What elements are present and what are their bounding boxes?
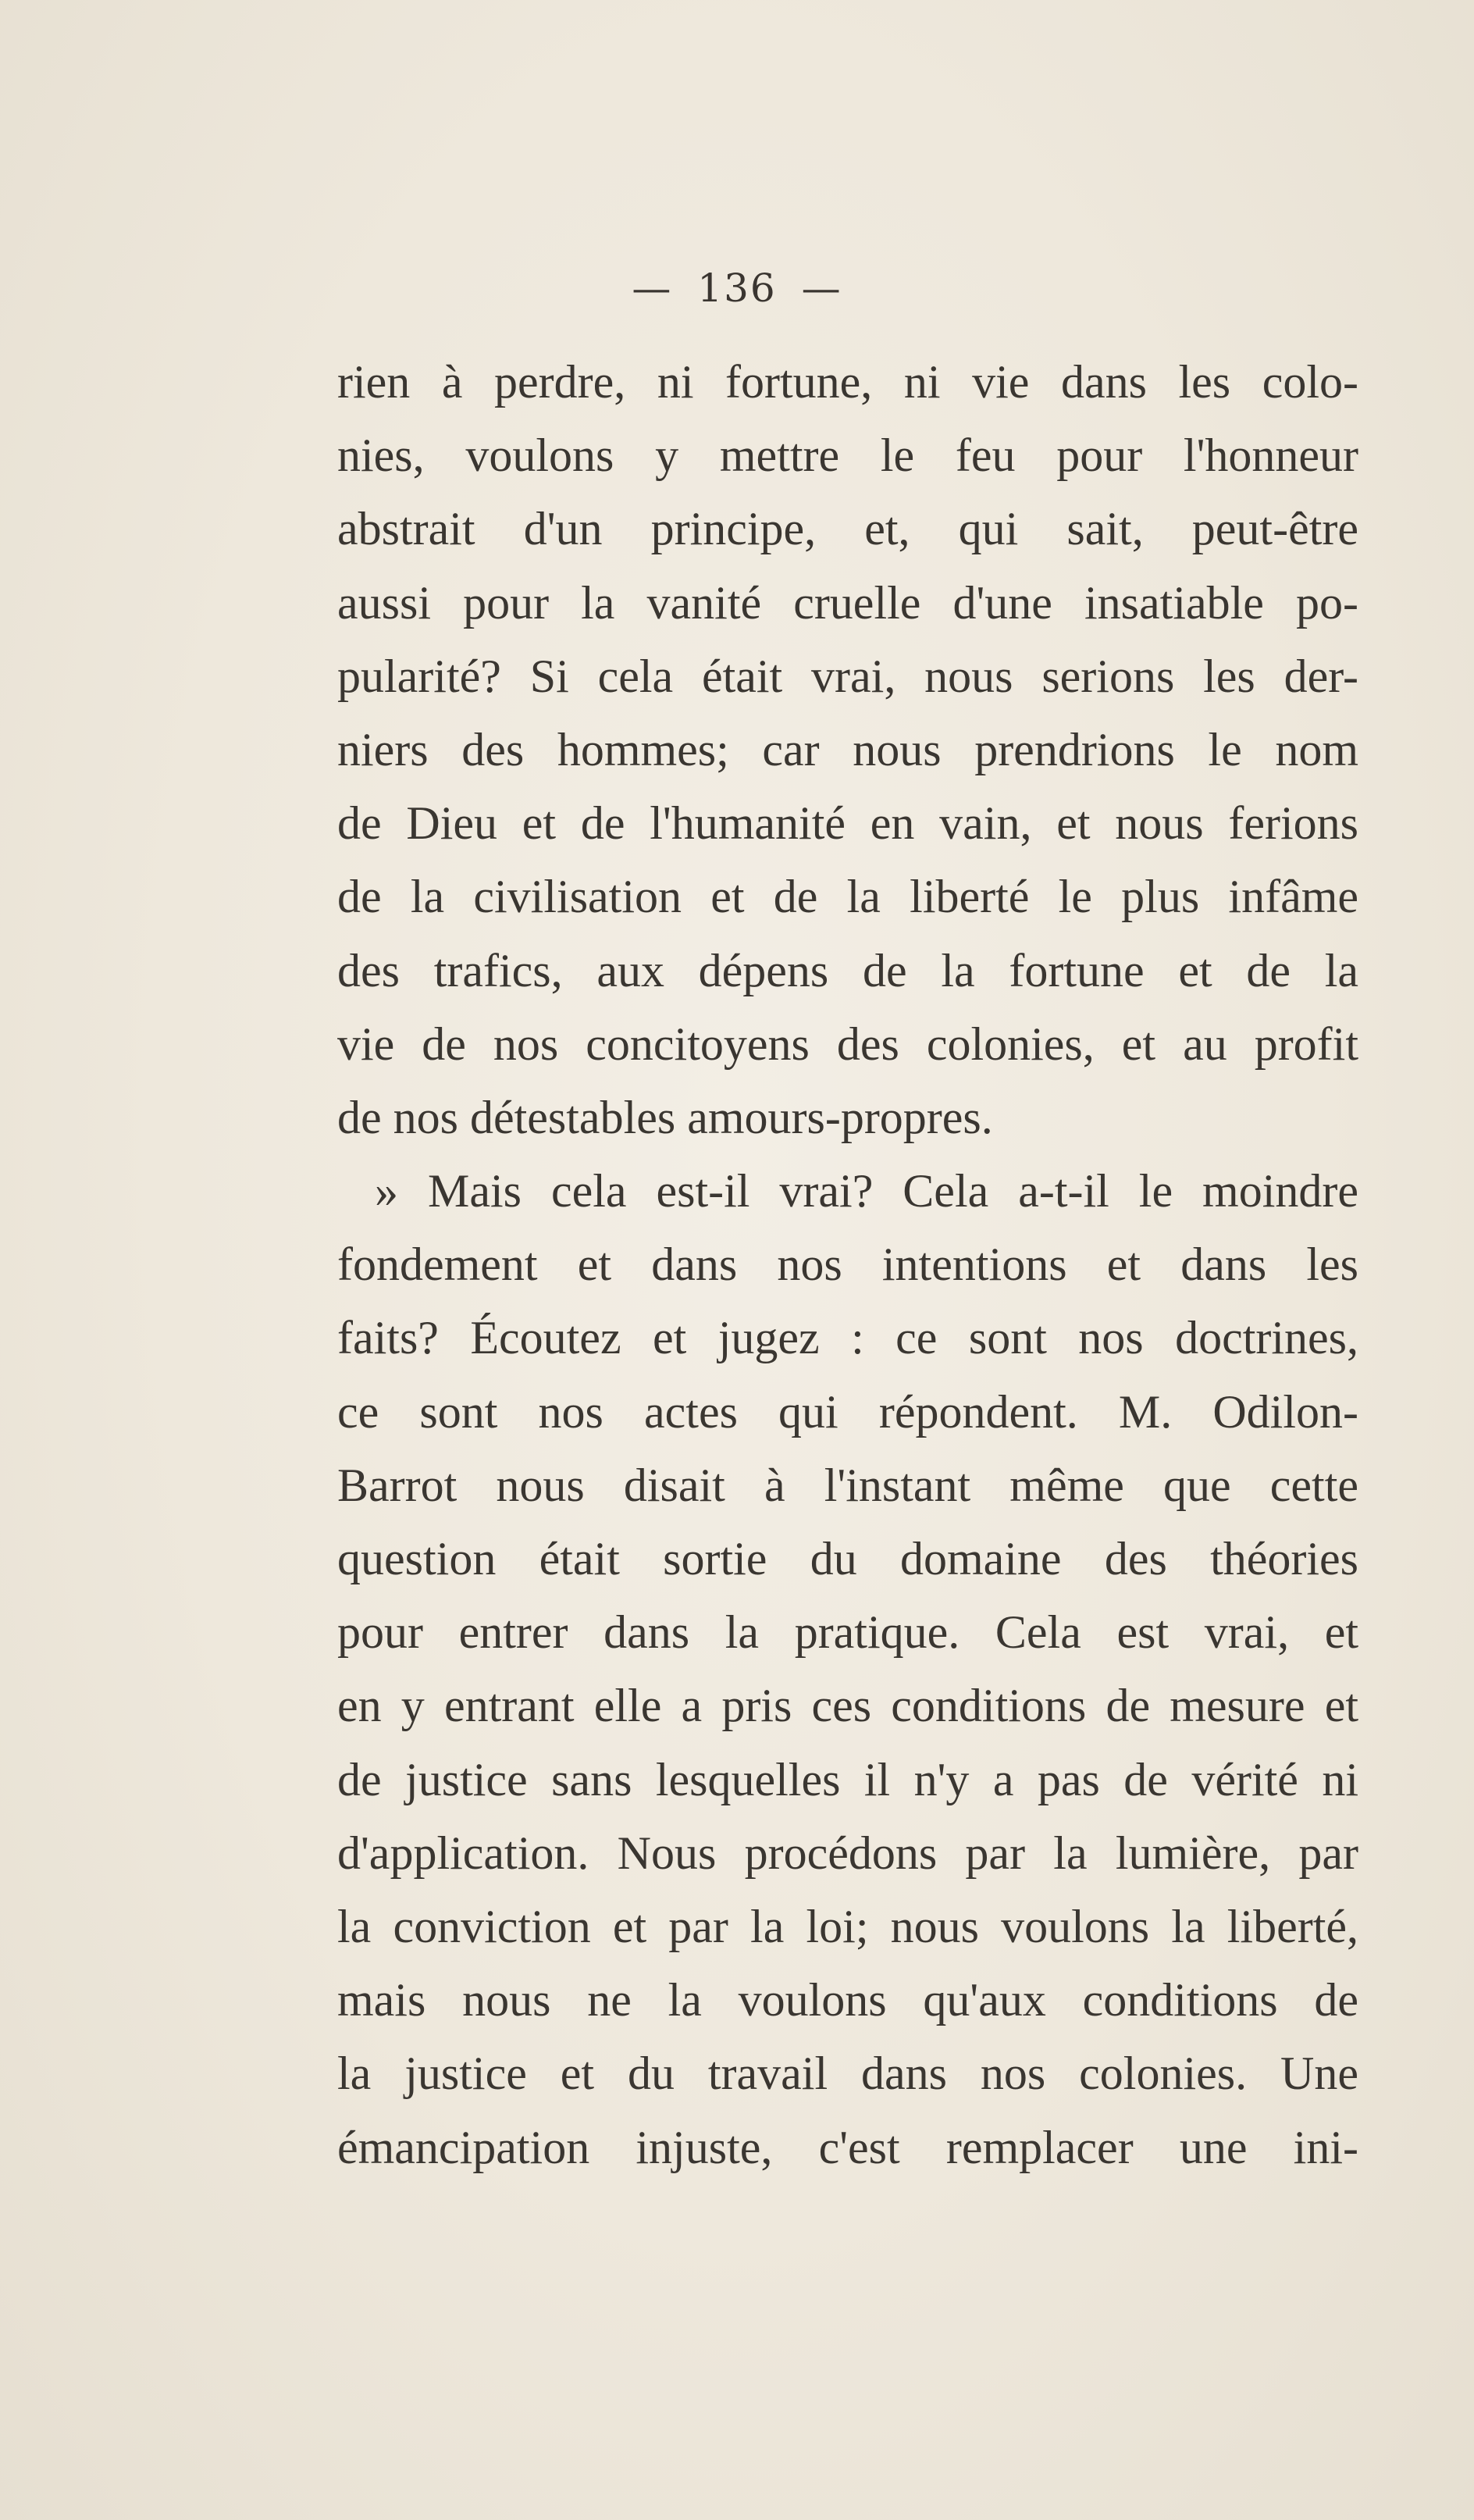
text-line: question était sortie du domaine des théories [337, 1533, 1358, 1584]
body-text [337, 345, 1358, 2184]
page-number-dash-left: — [632, 266, 673, 311]
text-line: aussi pour la vanité cruelle d'une insatiable po- [337, 576, 1358, 629]
text-line: la justice et du travail dans nos colonies. Une [337, 2048, 1358, 2100]
text-line: faits? Écoutez et jugez : ce sont nos doctrines, [337, 1312, 1358, 1364]
page-number [0, 266, 1474, 311]
text-line: des trafics, aux dépens de la fortune et de la [337, 944, 1358, 996]
text-line: fondement et dans nos intentions et dans les [337, 1239, 1358, 1291]
page-number-dash-right: — [801, 266, 842, 311]
text-line: ce sont nos actes qui répondent. M. Odilon- [337, 1385, 1358, 1438]
paragraph-end-line: de nos détestables amours-propres. [337, 1091, 993, 1143]
text-line: mais nous ne la voulons qu'aux conditions de [337, 1974, 1358, 2026]
text-line: d'application. Nous procédons par la lumière, par [337, 1827, 1358, 1879]
text-line: de la civilisation et de la liberté le plus infâme [337, 871, 1358, 923]
text-line: émancipation injuste, c'est remplacer une ini- [337, 2121, 1358, 2173]
text-line: de justice sans lesquelles il n'y a pas de vérité ni [337, 1753, 1358, 1805]
text-line: la conviction et par la loi; nous voulons la liberté, [337, 1900, 1358, 1952]
text-line: de Dieu et de l'humanité en vain, et nous ferions [337, 797, 1358, 850]
page-number-value: 136 [697, 266, 777, 311]
text-line: rien à perdre, ni fortune, ni vie dans les colo- [337, 356, 1358, 408]
text-line: pularité? Si cela était vrai, nous serions les der- [337, 650, 1358, 702]
paragraph-start-line: » Mais cela est-il vrai? Cela a-t-il le moindre [375, 1165, 1358, 1217]
text-line: nies, voulons y mettre le feu pour l'honneur [337, 430, 1358, 482]
text-line: pour entrer dans la pratique. Cela est vrai, et [337, 1606, 1358, 1659]
text-line: en y entrant elle a pris ces conditions de mesure et [337, 1680, 1358, 1732]
text-line: niers des hommes; car nous prendrions le nom [337, 723, 1358, 775]
text-line: abstrait d'un principe, et, qui sait, peut-être [337, 503, 1358, 555]
text-line: vie de nos concitoyens des colonies, et au profit [337, 1018, 1358, 1070]
text-line: Barrot nous disait à l'instant même que cette [337, 1459, 1358, 1511]
